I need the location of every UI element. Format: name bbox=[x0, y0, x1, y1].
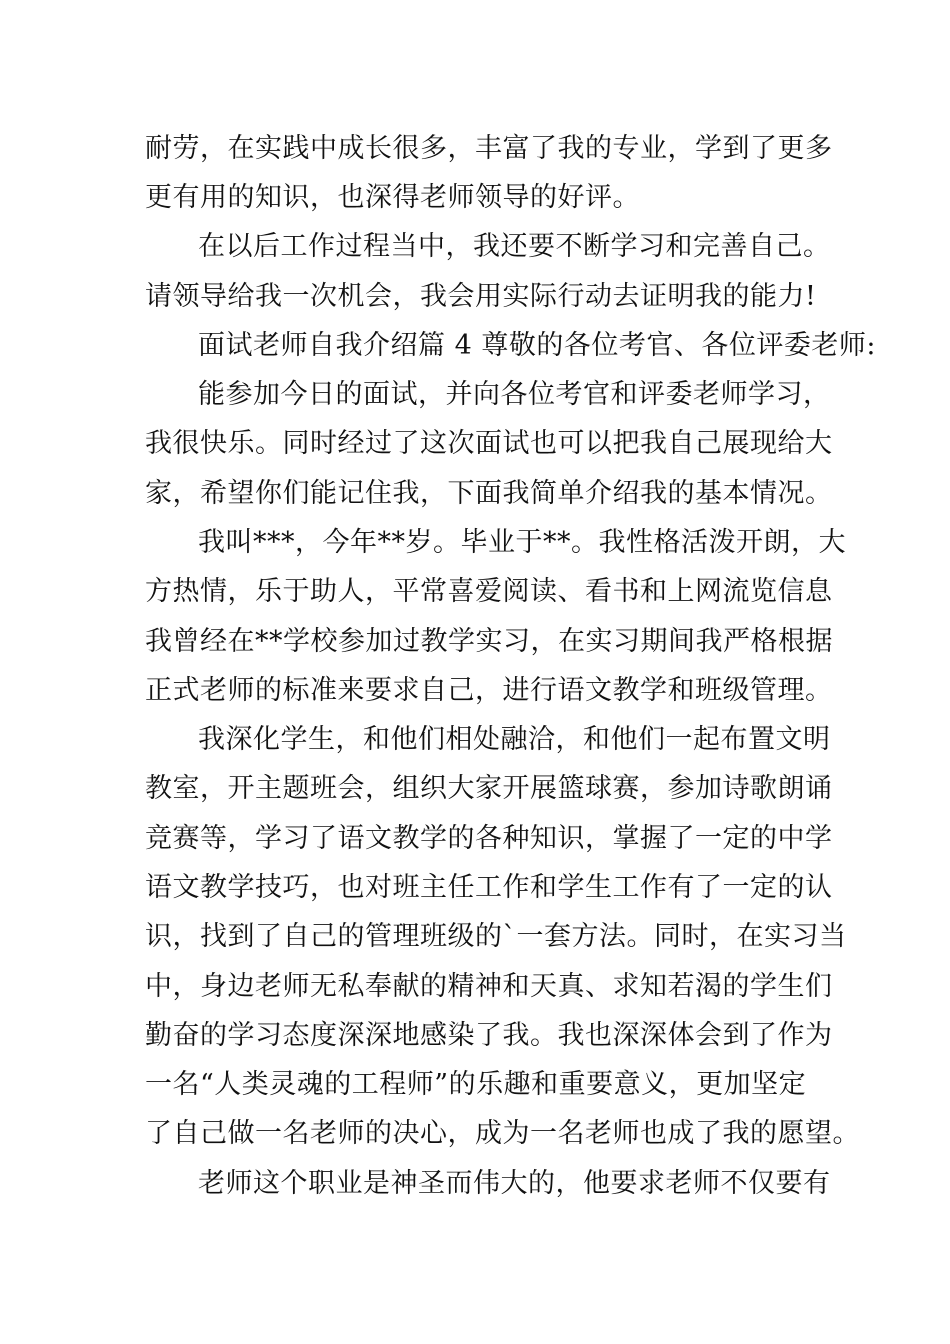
text-line: 语文教学技巧，也对班主任工作和学生工作有了一定的认 bbox=[145, 872, 833, 903]
text-line: 一名“人类灵魂的工程师”的乐趣和重要意义，更加坚定 bbox=[145, 1069, 807, 1100]
text-line: 了自己做一名老师的决心，成为一名老师也成了我的愿望。 bbox=[145, 1118, 860, 1149]
text-line: 更有用的知识，也深得老师领导的好评。 bbox=[145, 182, 640, 213]
text-line: 耐劳，在实践中成长很多，丰富了我的专业，学到了更多 bbox=[145, 133, 833, 164]
text-line: 教室，开主题班会，组织大家开展篮球赛，参加诗歌朗诵 bbox=[145, 773, 833, 804]
text-line: 方热情，乐于助人，平常喜爱阅读、看书和上网流览信息 bbox=[145, 576, 833, 607]
paragraph-start-line: 在以后工作过程当中，我还要不断学习和完善自己。 bbox=[198, 231, 831, 262]
paragraph-start-line: 老师这个职业是神圣而伟大的，他要求老师不仅要有 bbox=[198, 1168, 831, 1199]
paragraph-start-line: 我叫***，今年**岁。毕业于**。我性格活泼开朗，大 bbox=[198, 527, 846, 558]
text-line: 竞赛等，学习了语文教学的各种知识，掌握了一定的中学 bbox=[145, 823, 833, 854]
text-line: 我很快乐。同时经过了这次面试也可以把我自己展现给大 bbox=[145, 428, 833, 459]
paragraph-start-line: 我深化学生，和他们相处融洽，和他们一起布置文明 bbox=[198, 724, 831, 755]
text-line: 正式老师的标准来要求自己，进行语文教学和班级管理。 bbox=[145, 675, 833, 706]
text-line: 识，找到了自己的管理班级的`一套方法。同时，在实习当 bbox=[145, 921, 847, 952]
text-line: 我曾经在**学校参加过教学实习，在实习期间我严格根据 bbox=[145, 626, 833, 657]
paragraph-start-line: 能参加今日的面试，并向各位考官和评委老师学习， bbox=[198, 379, 831, 410]
text-line: 中，身边老师无私奉献的精神和天真、求知若渴的学生们 bbox=[145, 971, 833, 1002]
text-line: 家，希望你们能记住我，下面我简单介绍我的基本情况。 bbox=[145, 478, 833, 509]
section-heading-line: 面试老师自我介绍篇 4 尊敬的各位考官、各位评委老师: bbox=[198, 330, 876, 361]
text-line: 请领导给我一次机会，我会用实际行动去证明我的能力! bbox=[145, 281, 817, 312]
text-line: 勤奋的学习态度深深地感染了我。我也深深体会到了作为 bbox=[145, 1020, 833, 1051]
